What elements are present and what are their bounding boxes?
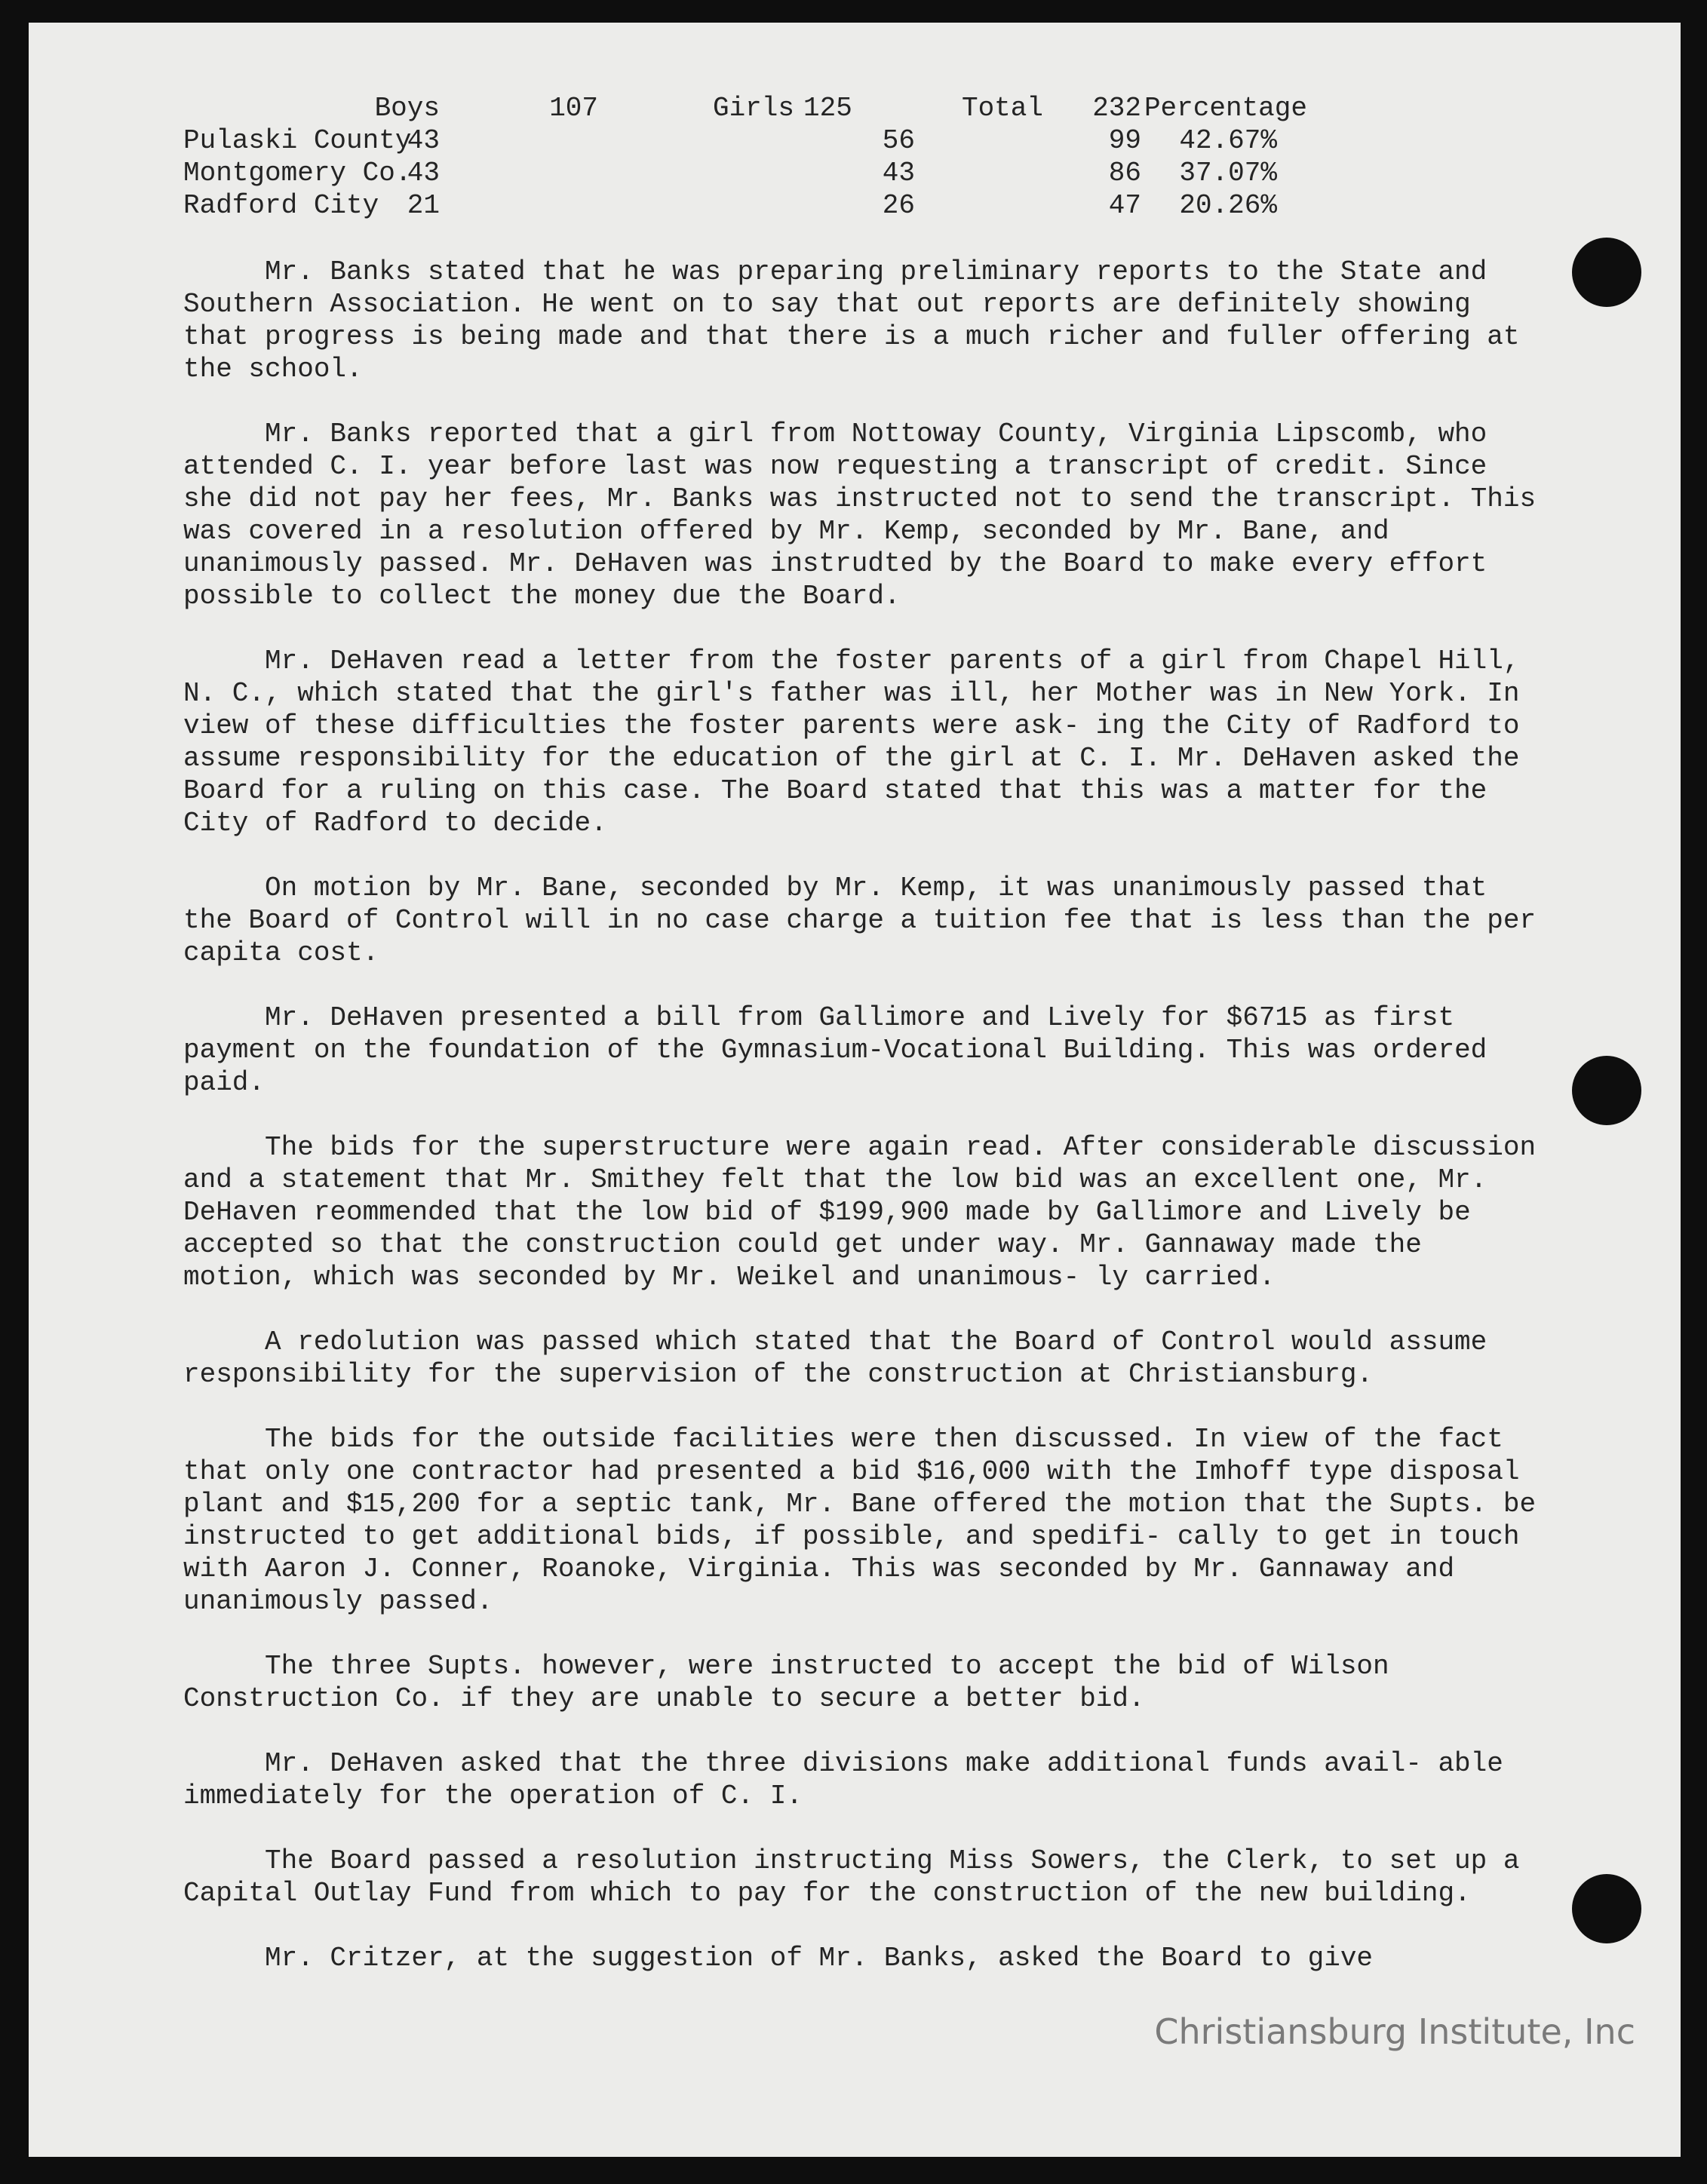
table-cell: Pulaski County	[183, 125, 412, 156]
table-cell: 20.26%	[1179, 190, 1277, 221]
table-cell: 86	[1108, 158, 1141, 189]
paragraph: Mr. Critzer, at the suggestion of Mr. Banks, asked the Board to give	[265, 1943, 1374, 1974]
punch-hole	[1572, 1056, 1641, 1125]
enrollment-table	[183, 92, 1541, 222]
table-header-cell: 232	[1092, 93, 1141, 124]
paragraph: Mr. DeHaven asked that the three divisions make additional funds avail- able immediately for the operation of C. I.	[183, 1748, 1503, 1811]
punch-hole	[1572, 238, 1641, 307]
table-cell: 47	[1108, 190, 1141, 221]
table-header-cell: Total	[961, 93, 1043, 124]
paragraph: The three Supts. however, were instructed to accept the bid of Wilson Construction Co. if they are unable to secure a better bid.	[183, 1651, 1389, 1714]
watermark: Christiansburg Institute, Inc	[1154, 2011, 1635, 2052]
table-header-cell: Percentage	[1144, 93, 1307, 124]
punch-hole	[1572, 1874, 1641, 1943]
paragraph: On motion by Mr. Bane, seconded by Mr. Kemp, it was unanimously passed that the Board of Control will in no case charge a tuition fee that is less than the per capita cost.	[183, 873, 1537, 968]
table-cell: Radford City	[183, 190, 379, 221]
table-cell: 37.07%	[1179, 158, 1277, 189]
table-cell: 99	[1108, 125, 1141, 156]
table-header-cell: Girls	[712, 93, 794, 124]
table-cell: Montgomery Co.	[183, 158, 412, 189]
table-header-cell	[183, 92, 319, 124]
typed-content	[183, 92, 1541, 2007]
table-header-cell: 125	[803, 93, 852, 124]
table-header-cell: 107	[549, 93, 598, 124]
paragraph: The Board passed a resolution instructing Miss Sowers, the Clerk, to set up a Capital Outlay Fund from which to pay for the construction of the new building.	[183, 1845, 1520, 1909]
table-cell: 43	[882, 158, 915, 189]
paragraph: A redolution was passed which stated that the Board of Control would assume responsibility for the supervision of the construction at Christiansburg.	[183, 1327, 1487, 1390]
table-cell: 21	[407, 190, 440, 221]
paragraph: The bids for the superstructure were again read. After considerable discussion and a statement that Mr. Smithey felt that the low bid was an excellent one, Mr. DeHaven reommended that the low bid of $199,900 made by Gallimore and Lively be accepted so that the construction could get under way. Mr. Gannaway made the motion, which was seconded by Mr. Weikel and unanimous- ly carried.	[183, 1132, 1537, 1293]
table-cell: 42.67%	[1179, 125, 1277, 156]
table-cell: 26	[882, 190, 915, 221]
table-cell: 56	[882, 125, 915, 156]
paragraph: Mr. Banks stated that he was preparing preliminary reports to the State and Southern Association. He went on to say that out reports are definitely showing that progress is being made and that there is a much richer and fuller offering at the school.	[183, 256, 1520, 385]
table-cell: 43	[407, 125, 440, 156]
table-cell: 43	[407, 158, 440, 189]
paragraph: Mr. DeHaven presented a bill from Gallimore and Lively for $6715 as first payment on the foundation of the Gymnasium-Vocational Building. This was ordered paid.	[183, 1002, 1487, 1098]
paragraph: Mr. Banks reported that a girl from Nottoway County, Virginia Lipscomb, who attended C. I. year before last was now requesting a transcript of credit. Since she did not pay her fees, Mr. Banks was instructed not to send the transcript. This was covered in a resolution offered by Mr. Kemp, seconded by Mr. Bane, and unanimously passed. Mr. DeHaven was instrudted by the Board to make every effort possible to collect the money due the Board.	[183, 419, 1537, 612]
paragraph: Mr. DeHaven read a letter from the foster parents of a girl from Chapel Hill, N. C., which stated that the girl's father was ill, her Mother was in New York. In view of these difficulties the foster parents were ask- ing the City of Radford to assume responsibility for the education of the girl at C. I. Mr. DeHaven asked the Board for a ruling on this case. The Board stated that this was a matter for the City of Radford to decide.	[183, 646, 1520, 839]
paragraph: The bids for the outside facilities were then discussed. In view of the fact that only one contractor had presented a bid $16,000 with the Imhoff type disposal plant and $15,200 for a septic tank, Mr. Bane offered the motion that the Supts. be instructed to get additional bids, if possible, and spedifi- cally to get in touch with Aaron J. Conner, Roanoke, Virginia. This was seconded by Mr. Gannaway and unanimously passed.	[183, 1424, 1537, 1617]
table-header-cell: Boys	[374, 93, 440, 124]
